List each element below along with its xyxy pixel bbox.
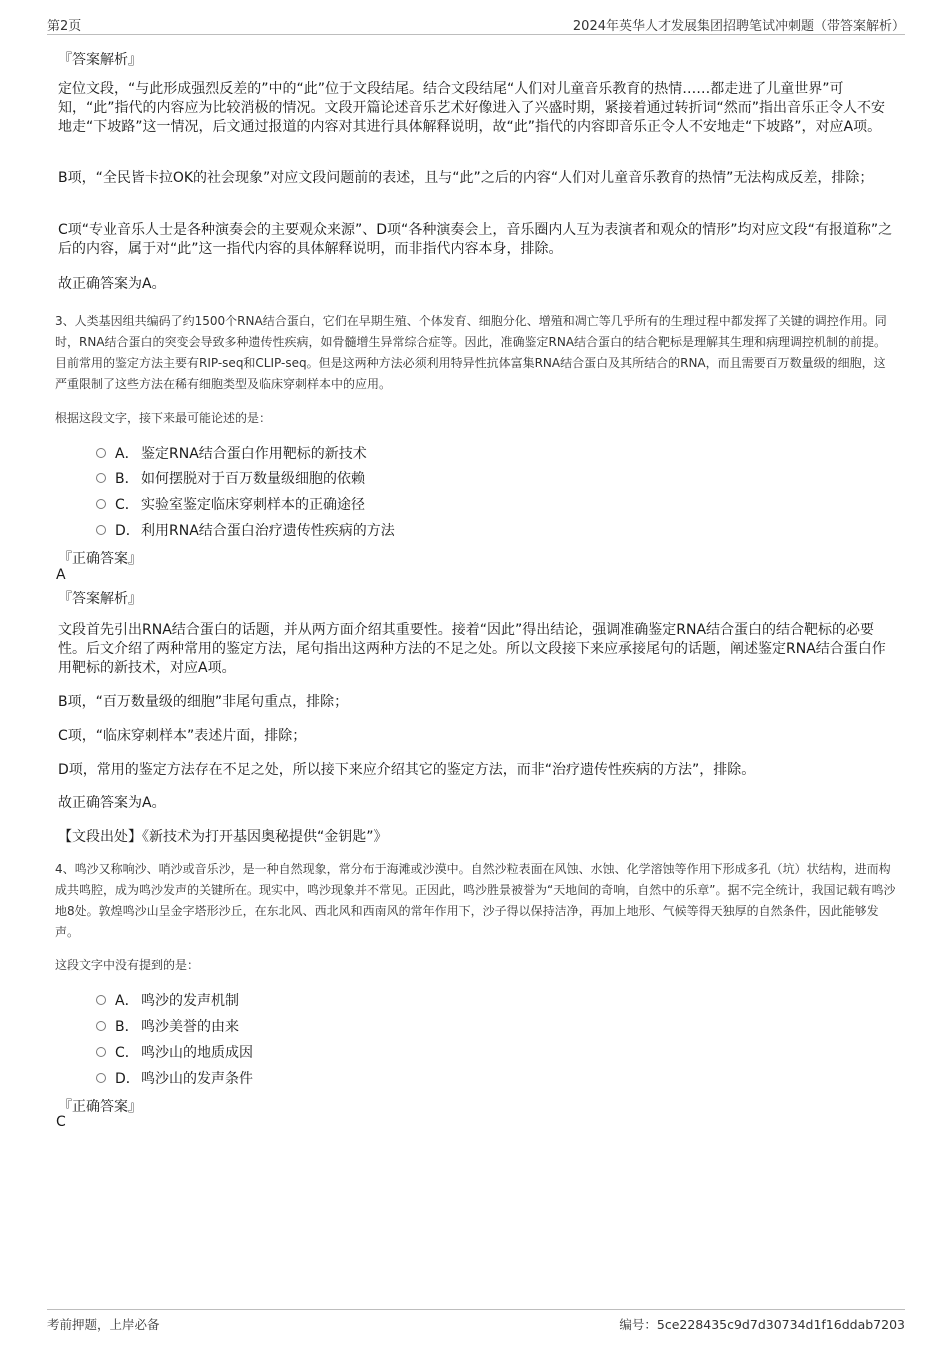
source-citation: 【文段出处】《新技术为打开基因奥秘提供“金钥匙”》: [58, 829, 388, 845]
radio-icon[interactable]: [96, 499, 106, 509]
document-title: 2024年英华人才发展集团招聘笔试冲刺题（带答案解析）: [572, 19, 905, 34]
q3-option-b[interactable]: B． 如何摆脱对于百万数量级细胞的依赖: [96, 468, 365, 488]
analysis-paragraph: C项“专业音乐人士是各种演奏会的主要观众来源”、D项“各种演奏会上，音乐圈内人互为表演者和观众的情形”均对应文段“有报道称”之后的内容，属于对“此”这一指代内容的具体解释说明，而非指代内容本身，排除。: [58, 222, 893, 257]
document-id: 编号：5ce228435c9d7d30734d1f16ddab7203: [619, 1317, 905, 1332]
analysis-paragraph: B项，“百万数量级的细胞”非尾句重点，排除；: [58, 694, 349, 710]
footer-slogan: 考前押题，上岸必备: [47, 1317, 160, 1332]
analysis-label: 『答案解析』: [58, 591, 142, 607]
analysis-paragraph: B项，“全民皆卡拉OK的社会现象”对应文段问题前的表述，且与“此”之后的内容“人们对儿童音乐教育的热情”无法构成反差，排除；: [58, 170, 874, 186]
analysis-paragraph: D项，常用的鉴定方法存在不足之处，所以接下来应介绍其它的鉴定方法，而非“治疗遗传性疾病的方法”，排除。: [58, 762, 756, 778]
correct-answer-label: 『正确答案』: [58, 1099, 142, 1115]
radio-icon[interactable]: [96, 1073, 106, 1083]
question-4-text: 4、鸣沙又称响沙、哨沙或音乐沙，是一种自然现象，常分布于海滩或沙漠中。自然沙粒表面在风蚀、水蚀、化学溶蚀等作用下形成多孔（坑）状结构，进而构成共鸣腔，成为鸣沙发声的关键所在。现实中，鸣沙现象并不常见。正因此，鸣沙胜景被誉为“天地间的奇响，自然中的乐章”。据不完全统计，我国记载有鸣沙地8处。敦煌鸣沙山呈金字塔形沙丘，在东北风、西北风和西南风的常年作用下，沙子得以保持洁净，再加上地形、气候等得天独厚的自然条件，因此能够发声。: [55, 862, 896, 939]
question-3-text: 3、人类基因组共编码了约1500个RNA结合蛋白，它们在早期生殖、个体发育、细胞分化、增殖和凋亡等几乎所有的生理过程中都发挥了关键的调控作用。同时，RNA结合蛋白的突变会导致多种遗传性疾病，如骨髓增生异常综合症等。因此，准确鉴定RNA结合蛋白的结合靶标是理解其生理和病理调控机制的前提。目前常用的鉴定方法主要有RIP-seq和CLIP-seq。但是这两种方法必须利用特异性抗体富集RNA结合蛋白及其所结合的RNA，而且需要百万数量级的细胞，这严重限制了这些方法在稀有细胞类型及临床穿刺样本中的应用。: [55, 314, 887, 391]
analysis-paragraph: 文段首先引出RNA结合蛋白的话题，并从两方面介绍其重要性。接着“因此”得出结论，强调准确鉴定RNA结合蛋白的结合靶标的必要性。后文介绍了两种常用的鉴定方法，尾句指出这两种方法的不足之处。所以文段接下来应承接尾句的话题，阐述鉴定RNA结合蛋白作用靶标的新技术，对应A项。: [58, 622, 886, 676]
analysis-conclusion: 故正确答案为A。: [58, 276, 166, 292]
correct-answer-label: 『正确答案』: [58, 551, 142, 567]
q3-option-c[interactable]: C． 实验室鉴定临床穿刺样本的正确途径: [96, 494, 365, 514]
q4-option-b[interactable]: B． 鸣沙美誉的由来: [96, 1016, 239, 1036]
radio-icon[interactable]: [96, 525, 106, 535]
analysis-conclusion: 故正确答案为A。: [58, 795, 166, 811]
page-header: [47, 14, 905, 35]
radio-icon[interactable]: [96, 448, 106, 458]
q4-option-d[interactable]: D．鸣沙山的发声条件: [96, 1068, 253, 1088]
radio-icon[interactable]: [96, 1021, 106, 1031]
analysis-paragraph: C项，“临床穿刺样本”表述片面，排除；: [58, 728, 307, 744]
question-4-prompt: 这段文字中没有提到的是：: [55, 958, 200, 972]
radio-icon[interactable]: [96, 995, 106, 1005]
analysis-label: 『答案解析』: [58, 52, 142, 68]
radio-icon[interactable]: [96, 473, 106, 483]
analysis-paragraph: 定位文段，“与此形成强烈反差的”中的“此”位于文段结尾。结合文段结尾“人们对儿童音乐教育的热情……都走进了儿童世界”可知，“此”指代的内容应为比较消极的情况。文段开篇论述音乐艺术好像进入了兴盛时期，紧接着通过转折词“然而”指出音乐正令人不安地走“下坡路”这一情况，后文通过报道的内容对其进行具体解释说明，故“此”指代的内容即音乐正令人不安地走“下坡路”，对应A项。: [58, 81, 886, 135]
question-3-prompt: 根据这段文字，接下来最可能论述的是：: [55, 411, 272, 425]
q4-option-c[interactable]: C． 鸣沙山的地质成因: [96, 1042, 253, 1062]
page-number: 第2页: [47, 19, 82, 34]
correct-answer: C: [56, 1114, 66, 1130]
correct-answer: A: [56, 567, 66, 583]
q4-option-a[interactable]: A． 鸣沙的发声机制: [96, 990, 239, 1010]
page-footer: [47, 1309, 905, 1332]
q3-option-a[interactable]: A． 鉴定RNA结合蛋白作用靶标的新技术: [96, 443, 367, 463]
q3-option-d[interactable]: D．利用RNA结合蛋白治疗遗传性疾病的方法: [96, 520, 395, 540]
radio-icon[interactable]: [96, 1047, 106, 1057]
